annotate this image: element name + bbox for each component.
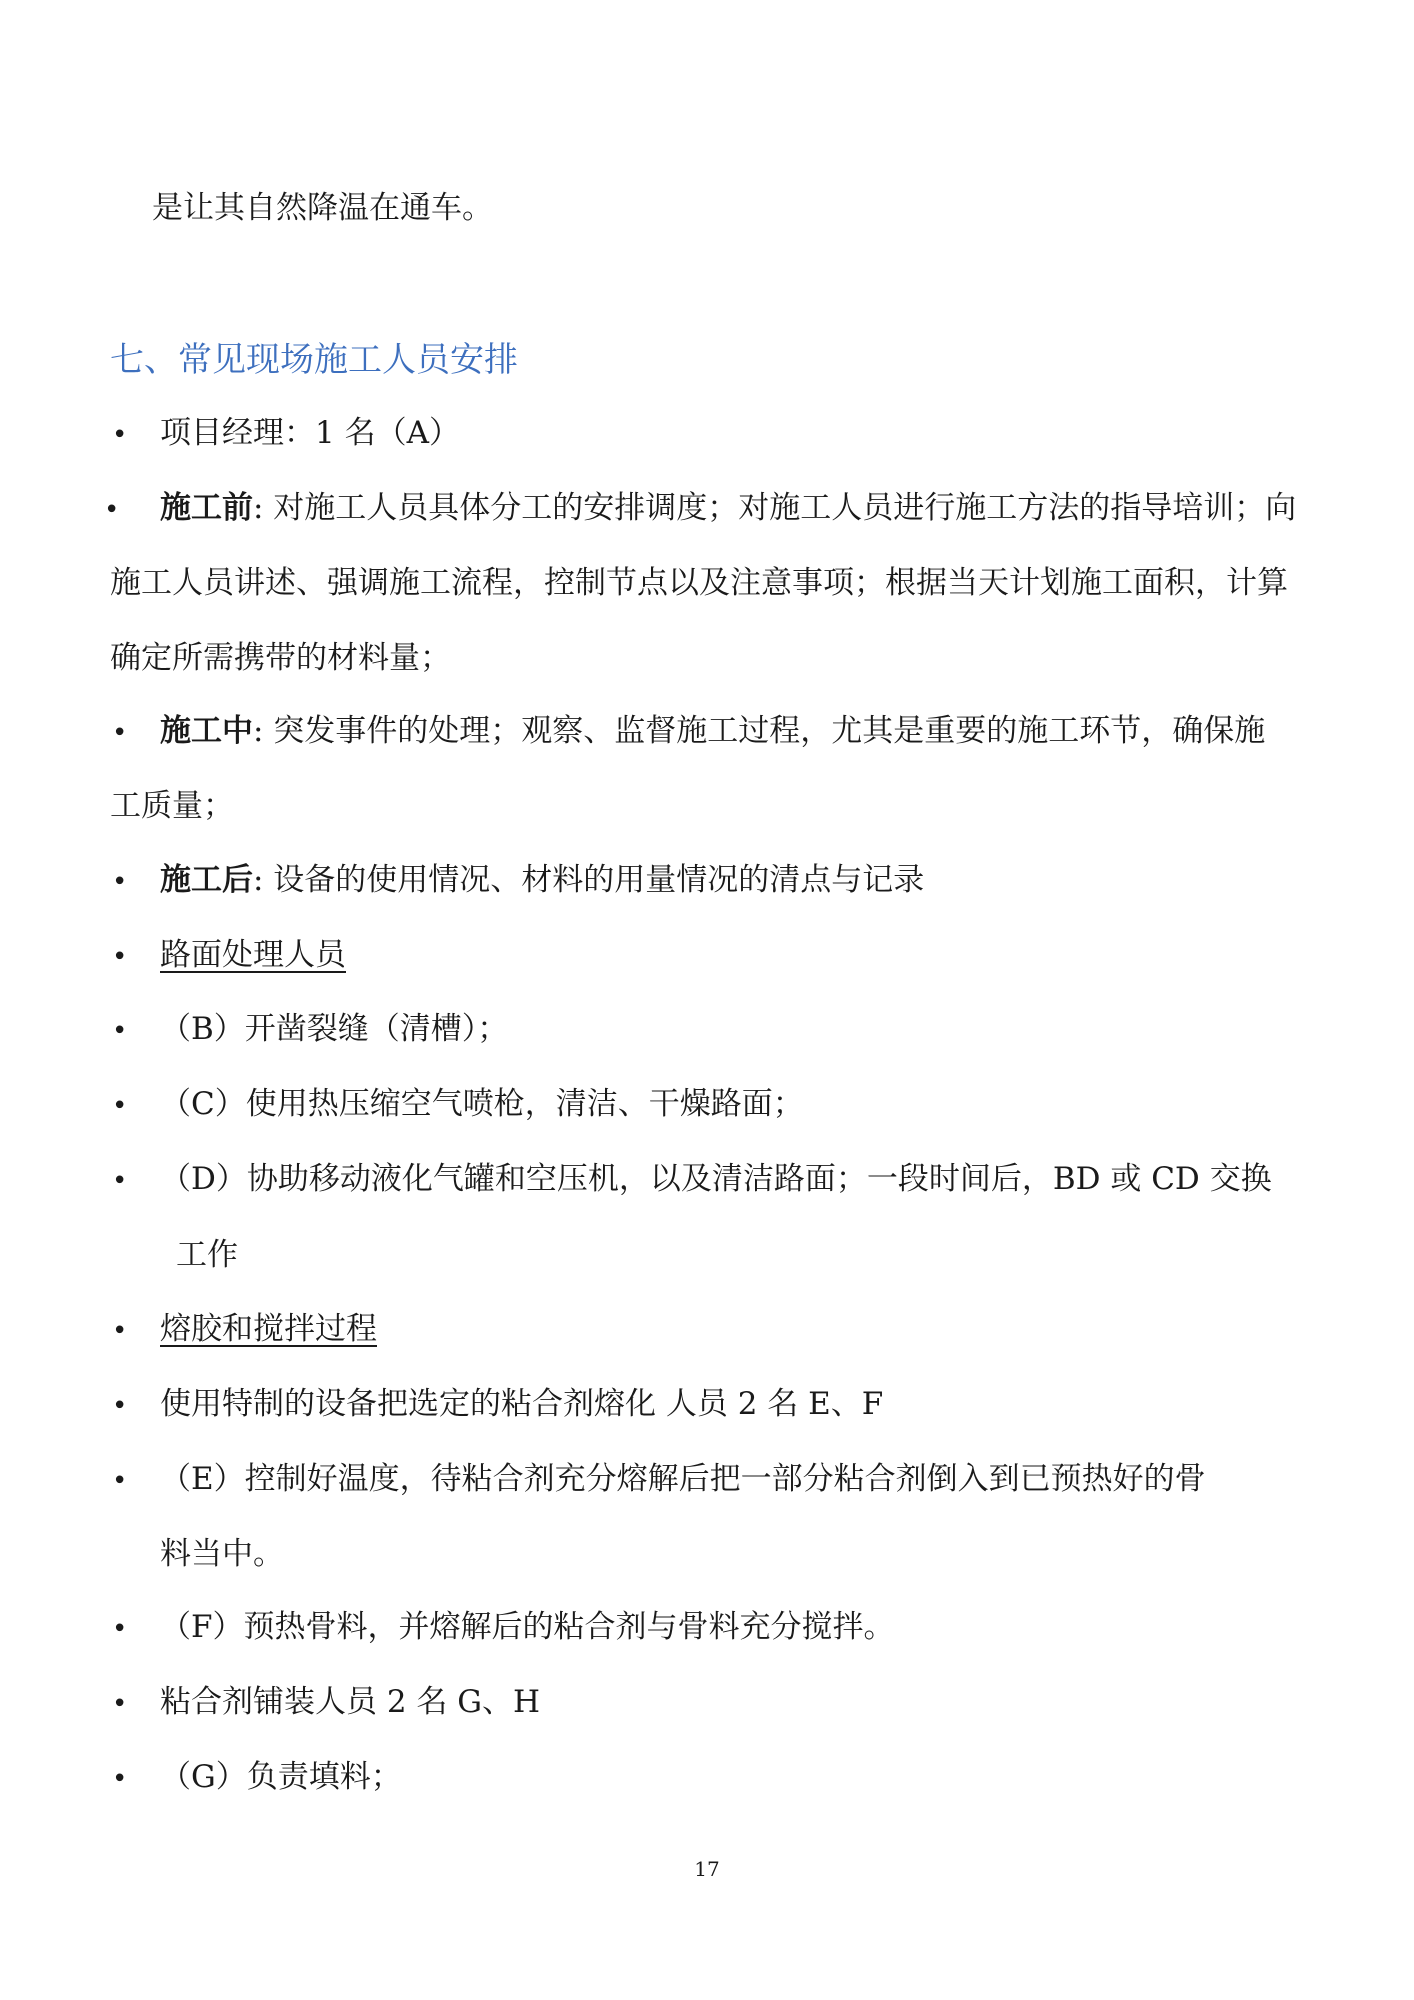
list-item-paving-staff: 粘合剂铺装人员 2 名 G、H — [160, 1684, 541, 1720]
section-heading: 七、常见现场施工人员安排 — [110, 340, 518, 380]
subheading-melting-mixing: 熔胶和搅拌过程 — [160, 1311, 377, 1347]
bullet-icon: • — [104, 495, 120, 525]
bullet-icon: • — [112, 1614, 128, 1644]
bullet-icon: • — [112, 1166, 128, 1196]
list-item-continuation: 施工人员讲述、强调施工流程，控制节点以及注意事项；根据当天计划施工面积，计算 — [110, 565, 1288, 601]
bullet-icon: • — [112, 1316, 128, 1346]
bullet-icon: • — [112, 1391, 128, 1421]
bullet-icon: • — [112, 1764, 128, 1794]
bullet-icon: • — [112, 867, 128, 897]
list-item-e: （E）控制好温度，待粘合剂充分熔解后把一部分粘合剂倒入到已预热好的骨 — [160, 1461, 1206, 1497]
bullet-icon: • — [112, 1091, 128, 1121]
list-item-melting-equipment: 使用特制的设备把选定的粘合剂熔化 人员 2 名 E、F — [160, 1386, 884, 1422]
list-item-during-construction — [160, 711, 1414, 751]
item-text: : 突发事件的处理；观察、监督施工过程，尤其是重要的施工环节，确保施 — [253, 713, 1266, 749]
list-item-d: （D）协助移动液化气罐和空压机，以及清洁路面；一段时间后，BD 或 CD 交换 — [160, 1161, 1272, 1197]
bullet-icon: • — [112, 942, 128, 972]
list-item-before-construction — [160, 488, 1414, 528]
list-item-continuation: 确定所需携带的材料量； — [110, 640, 451, 676]
list-item-c: （C）使用热压缩空气喷枪，清洁、干燥路面； — [160, 1086, 804, 1122]
list-item-project-manager: 项目经理：1 名（A） — [160, 415, 460, 451]
subheading-road-treatment: 路面处理人员 — [160, 937, 346, 973]
bullet-icon: • — [112, 420, 128, 450]
bullet-icon: • — [112, 718, 128, 748]
bullet-icon: • — [112, 1016, 128, 1046]
item-label: 施工中 — [160, 713, 253, 749]
list-item-g: （G）负责填料； — [160, 1759, 402, 1795]
list-item-continuation: 料当中。 — [160, 1536, 284, 1572]
bullet-icon: • — [112, 1689, 128, 1719]
item-text: : 设备的使用情况、材料的用量情况的清点与记录 — [253, 862, 925, 898]
item-label: 施工后 — [160, 862, 253, 898]
intro-line: 是让其自然降温在通车。 — [152, 190, 493, 226]
list-item-continuation: 工质量； — [110, 788, 234, 824]
item-label: 施工前 — [160, 490, 253, 526]
list-item-f: （F）预热骨料，并熔解后的粘合剂与骨料充分搅拌。 — [160, 1609, 895, 1645]
list-item-b: （B）开凿裂缝（清槽）； — [160, 1011, 509, 1047]
list-item-after-construction — [160, 860, 1414, 900]
page-number: 17 — [694, 1857, 720, 1881]
item-text: : 对施工人员具体分工的安排调度；对施工人员进行施工方法的指导培训；向 — [253, 490, 1297, 526]
list-item-continuation: 工作 — [176, 1237, 238, 1273]
bullet-icon: • — [112, 1466, 128, 1496]
